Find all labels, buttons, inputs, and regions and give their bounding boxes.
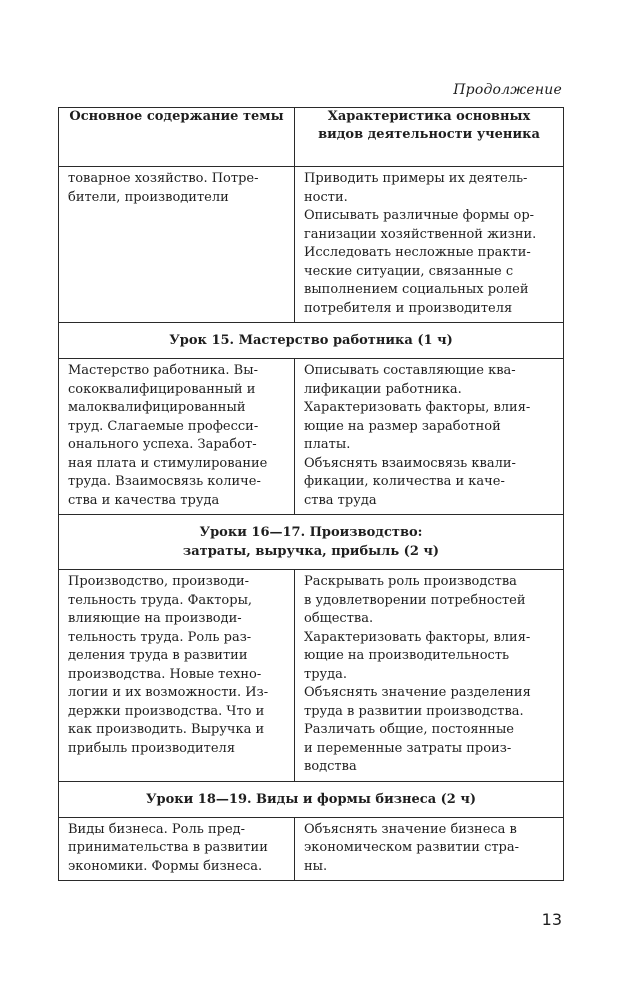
lesson-heading-row xyxy=(59,515,564,570)
table-row xyxy=(59,817,564,881)
table-row xyxy=(59,359,564,515)
row-2-content xyxy=(59,570,295,782)
text-line: ющие на производительность xyxy=(304,648,510,663)
continued-label: Продолжение xyxy=(453,82,562,98)
text-line: логии и их возможности. Из- xyxy=(68,685,269,700)
text-line: Объяснять взаимосвязь квали- xyxy=(304,455,516,471)
text-line: фикации, количества и каче- xyxy=(304,474,505,489)
table-header-row xyxy=(59,108,564,167)
text-line: деления труда в развитии xyxy=(68,648,248,663)
text-line: лификации работника. xyxy=(304,381,462,397)
lesson-16-17-heading xyxy=(59,515,564,570)
text-line: труда. xyxy=(304,666,348,682)
text-line: Объяснять значение бизнеса в xyxy=(304,821,517,837)
text-line: Раскрывать роль производства xyxy=(304,574,517,589)
text-line: ганизации хозяйственной жизни. xyxy=(304,226,537,242)
curriculum-table xyxy=(58,107,564,881)
lesson-heading-row xyxy=(59,323,564,359)
lesson-15-heading xyxy=(59,323,564,359)
row-1-activities xyxy=(295,359,564,515)
lesson-18-19-heading xyxy=(59,781,564,817)
text-line: Производство, производи- xyxy=(68,574,250,589)
text-line: ная плата и стимулирование xyxy=(68,455,268,471)
text-line: труда в развитии производства. xyxy=(304,703,524,719)
page-number: 13 xyxy=(541,910,562,929)
text-line: держки производства. Что и xyxy=(68,703,265,719)
text-line: влияющие на производи- xyxy=(68,611,242,626)
text-line: ности. xyxy=(304,189,348,205)
text-line: экономики. Формы бизнеса. xyxy=(68,858,263,874)
text-line: Объяснять значение разделения xyxy=(304,685,531,700)
header-main-content: Основное содержание темы xyxy=(59,108,295,167)
text-line: выполнением социальных ролей xyxy=(304,282,529,297)
text-line: потребителя и производителя xyxy=(304,300,513,316)
row-1-content xyxy=(59,359,295,515)
row-3-content xyxy=(59,817,295,881)
text-line: тельность труда. Роль раз- xyxy=(68,629,252,645)
row-2-activities xyxy=(295,570,564,782)
text-line: Описывать составляющие ква- xyxy=(304,363,516,378)
text-line: прибыль производителя xyxy=(68,740,236,756)
text-line: ющие на размер заработной xyxy=(304,418,501,434)
text-line: общества. xyxy=(304,611,374,626)
header-activities-line-2: видов деятельности ученика xyxy=(318,127,540,142)
text-line: ства труда xyxy=(304,492,377,508)
text-line: ны. xyxy=(304,858,328,874)
table-row xyxy=(59,570,564,782)
text-line: Характеризовать факторы, влия- xyxy=(304,400,531,415)
text-line: Виды бизнеса. Роль пред- xyxy=(68,821,246,837)
text-line: товарное хозяйство. Потре- xyxy=(68,171,259,186)
text-line: ства и качества труда xyxy=(68,492,220,508)
table-row xyxy=(59,167,564,323)
text-line: малоквалифицированный xyxy=(68,400,246,415)
text-line: Мастерство работника. Вы- xyxy=(68,363,258,378)
text-line: затраты, выручка, прибыль (2 ч) xyxy=(182,544,440,559)
text-line: тельность труда. Факторы, xyxy=(68,592,253,608)
text-line: экономическом развитии стра- xyxy=(304,840,520,855)
text-line: как производить. Выручка и xyxy=(68,722,265,737)
text-line: ческие ситуации, связанные с xyxy=(304,263,514,279)
text-line: бители, производители xyxy=(68,189,229,205)
lesson-heading-row xyxy=(59,781,564,817)
text-line: Урок 15. Мастерство работника (1 ч) xyxy=(169,333,453,348)
text-line: труда. Взаимосвязь количе- xyxy=(68,474,261,489)
text-line: принимательства в развитии xyxy=(68,840,268,855)
text-line: сококвалифицированный и xyxy=(68,381,256,397)
text-line: Различать общие, постоянные xyxy=(304,722,514,737)
text-line: в удовлетворении потребностей xyxy=(304,592,526,608)
text-line: труд. Слагаемые професси- xyxy=(68,418,259,434)
text-line: и переменные затраты произ- xyxy=(304,740,512,756)
header-activities-line-1: Характеристика основных xyxy=(327,109,531,124)
text-line: платы. xyxy=(304,437,351,452)
header-activities xyxy=(295,108,564,167)
text-line: Исследовать несложные практи- xyxy=(304,245,531,260)
text-line: онального успеха. Заработ- xyxy=(68,437,257,452)
row-3-activities xyxy=(295,817,564,881)
text-line: Характеризовать факторы, влия- xyxy=(304,629,531,645)
text-line: производства. Новые техно- xyxy=(68,666,262,682)
row-0-content xyxy=(59,167,295,323)
text-line: водства xyxy=(304,759,357,774)
text-line: Уроки 16—17. Производство: xyxy=(199,525,423,540)
text-line: Описывать различные формы ор- xyxy=(304,208,535,223)
text-line: Уроки 18—19. Виды и формы бизнеса (2 ч) xyxy=(145,791,477,807)
text-line: Приводить примеры их деятель- xyxy=(304,171,528,186)
row-0-activities xyxy=(295,167,564,323)
